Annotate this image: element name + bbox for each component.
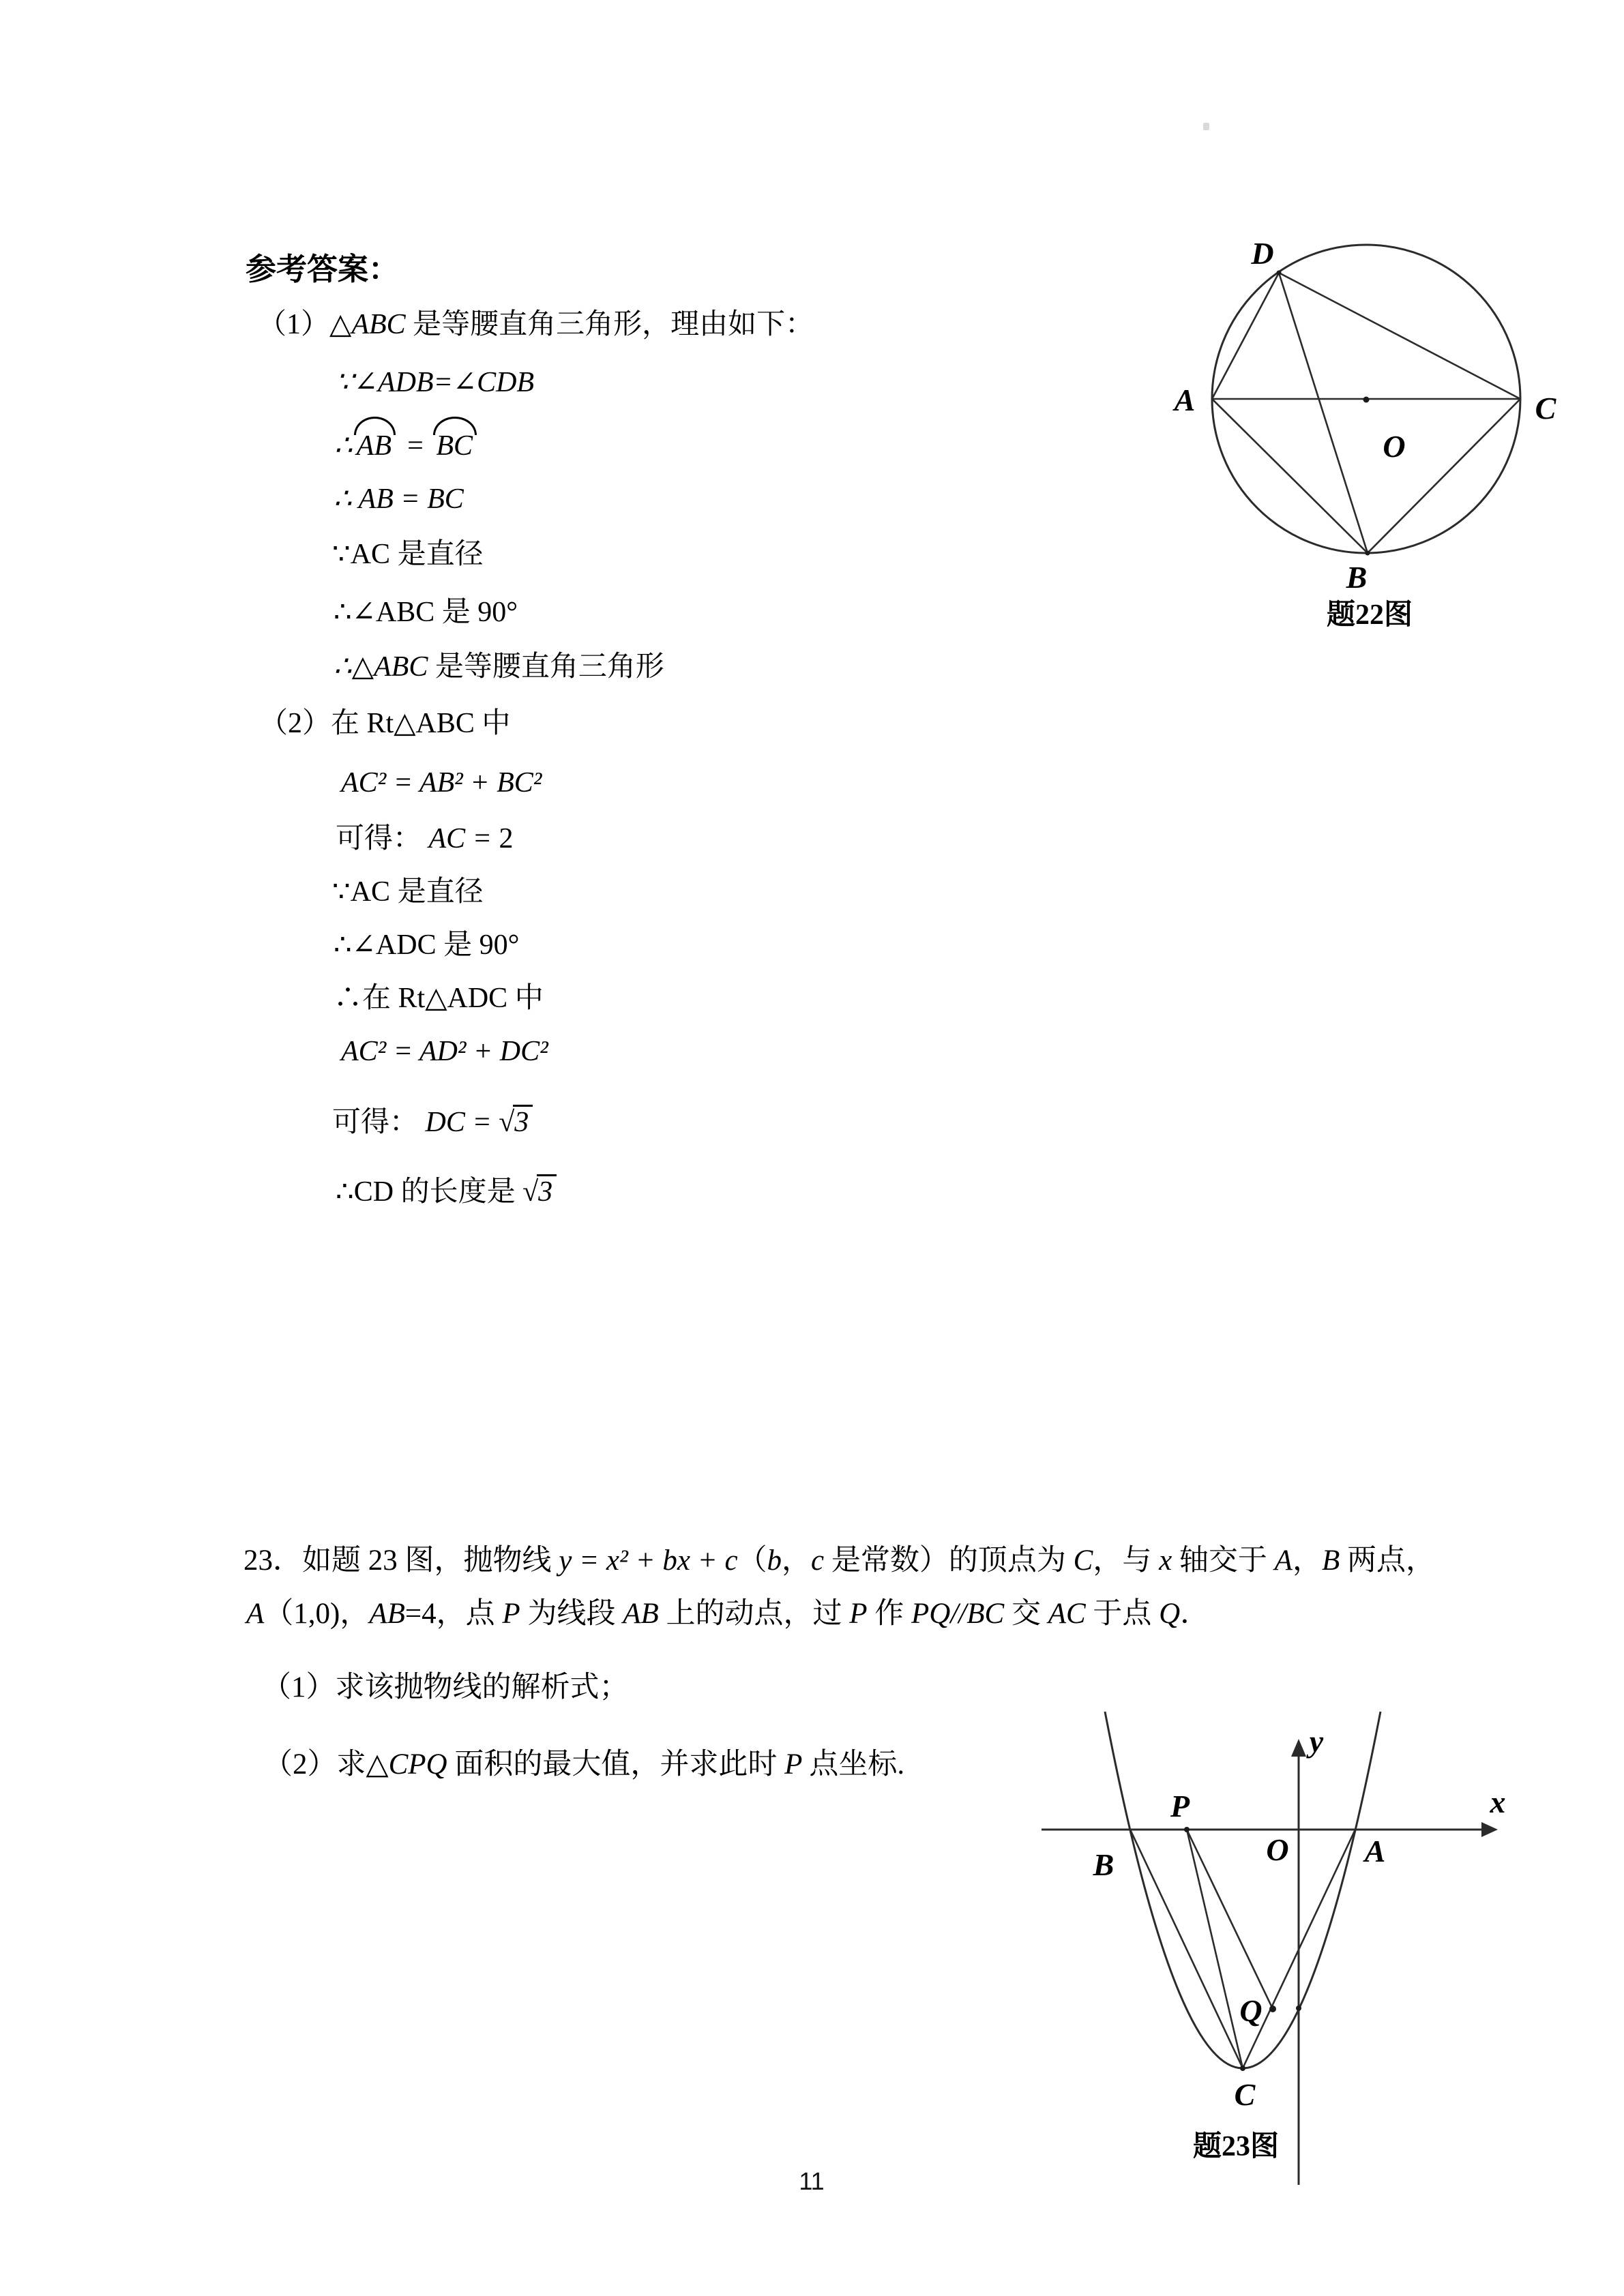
point-D-dot xyxy=(1277,271,1282,275)
text-segment: ∴ AB = BC xyxy=(334,483,464,515)
text-segment: 点坐标. xyxy=(809,1748,905,1780)
text-segment: ∴△ABC xyxy=(334,651,435,683)
point-P-dot xyxy=(1184,1827,1190,1832)
page-number: 11 xyxy=(799,2167,825,2195)
text-segment: 于点 xyxy=(1085,1598,1160,1630)
text-segment: 是直径 xyxy=(397,876,484,908)
proof-line xyxy=(334,428,479,464)
center-point-dot xyxy=(1363,397,1370,403)
text-segment: A xyxy=(1274,1545,1293,1577)
text-segment: =4 xyxy=(404,1598,437,1630)
label-A: A xyxy=(1364,1834,1386,1868)
proof-line xyxy=(259,706,510,742)
answer-header: 参考答案： xyxy=(246,252,400,286)
segment-PC xyxy=(1187,1830,1243,2068)
text-segment: 可得： xyxy=(336,823,429,854)
text-segment: ∵∠ADB=∠CDB xyxy=(336,367,535,398)
text-segment: c xyxy=(811,1545,825,1577)
text-segment: AB xyxy=(623,1598,659,1630)
segment-BC xyxy=(1130,1830,1243,2068)
label-C: C xyxy=(1234,2077,1256,2112)
text-segment: 是 xyxy=(441,597,478,628)
text-segment: b xyxy=(767,1545,782,1577)
text-segment: 上的动点，过 xyxy=(658,1598,850,1630)
problem-line xyxy=(263,1746,904,1783)
text-segment: ∴ xyxy=(334,430,353,462)
text-segment: △ABC xyxy=(329,309,413,340)
text-segment: ， xyxy=(1292,1545,1322,1577)
text-segment: 在 xyxy=(362,983,398,1014)
text-segment: P xyxy=(849,1598,868,1630)
chord-DB xyxy=(1279,273,1368,553)
text-segment: （ xyxy=(737,1545,767,1577)
text-segment: AB xyxy=(369,1598,405,1630)
proof-line xyxy=(334,649,664,685)
label-P: P xyxy=(1170,1789,1190,1823)
text-segment: ∵AC xyxy=(332,876,398,908)
text-segment: B xyxy=(1321,1545,1340,1577)
text-segment: Rt△ADC xyxy=(398,983,515,1014)
text-segment: AC = xyxy=(428,823,499,854)
proof-line xyxy=(332,537,484,573)
proof-line xyxy=(341,1034,548,1070)
text-segment: ∵AC xyxy=(332,539,398,570)
figure23-caption: 题23图 xyxy=(1192,2131,1280,2162)
point-B-dot xyxy=(1365,551,1370,556)
y-axis-arrow xyxy=(1291,1739,1306,1757)
parabola-y-intercept-dot xyxy=(1296,2006,1301,2011)
label-Q: Q xyxy=(1239,1993,1263,2028)
figure22-caption: 题22图 xyxy=(1326,599,1413,631)
text-segment: 面积的最大值，并求此时 xyxy=(454,1748,785,1780)
figure-circle-q22 xyxy=(1160,205,1603,648)
text-segment: ， xyxy=(782,1545,812,1577)
text-segment: （1,0)， xyxy=(264,1598,370,1630)
proof-line xyxy=(341,765,542,801)
text-segment: 为线段 xyxy=(520,1598,623,1630)
label-A: A xyxy=(1174,383,1196,417)
text-segment: ∴ xyxy=(334,983,363,1014)
x-axis-arrow xyxy=(1481,1822,1498,1837)
text-segment: 23．如题 23 图，抛物线 xyxy=(243,1545,559,1577)
text-segment: y = x² + bx + c xyxy=(559,1545,738,1577)
text-segment: 可得： xyxy=(332,1107,426,1138)
text-segment: = xyxy=(398,430,432,462)
label-origin: O xyxy=(1266,1832,1289,1867)
text-segment: AC xyxy=(1048,1598,1086,1630)
text-segment: （1）求该抛物线的解析式； xyxy=(262,1671,629,1703)
segment-PQ xyxy=(1187,1830,1273,2009)
proof-line xyxy=(336,365,534,401)
label-D: D xyxy=(1251,236,1274,271)
text-segment: 90° xyxy=(479,929,520,961)
text-segment: 中 xyxy=(514,983,544,1014)
text-segment: ，点 xyxy=(436,1598,503,1630)
text-segment: 是等腰直角三角形 xyxy=(434,651,664,683)
proof-line xyxy=(258,307,814,343)
proof-line xyxy=(334,481,464,518)
arc-notation: BC xyxy=(436,428,473,464)
point-Q-dot xyxy=(1269,2006,1276,2012)
label-B: B xyxy=(1093,1847,1114,1882)
sqrt-expression: √3 xyxy=(499,1107,533,1138)
label-x-axis: x xyxy=(1490,1785,1506,1819)
text-segment: （2）在 xyxy=(259,708,367,739)
text-segment: 是 xyxy=(443,929,479,961)
text-segment: Rt△ABC xyxy=(366,708,482,739)
text-segment: 交 xyxy=(1004,1598,1048,1630)
proof-line xyxy=(334,981,544,1017)
problem-line xyxy=(262,1669,629,1706)
label-y-axis: y xyxy=(1309,1724,1324,1759)
text-segment: 2 xyxy=(499,823,514,854)
chord-AB xyxy=(1212,399,1368,553)
text-segment: △CPQ xyxy=(366,1748,455,1780)
sqrt-expression: √3 xyxy=(522,1176,557,1208)
text-segment: x xyxy=(1159,1545,1172,1577)
text-segment: A xyxy=(246,1598,265,1630)
text-segment: Q xyxy=(1159,1598,1181,1630)
text-segment: ∴CD xyxy=(336,1176,401,1208)
text-segment: （2）求 xyxy=(263,1748,366,1780)
problem-line xyxy=(246,1596,1209,1632)
text-segment: 90° xyxy=(477,597,518,628)
text-segment: DC = xyxy=(425,1107,499,1138)
proof-line xyxy=(334,595,518,631)
proof-line xyxy=(332,1105,533,1141)
text-segment: 的长度是 xyxy=(400,1176,523,1208)
text-segment: 中 xyxy=(482,708,511,739)
chord-AD xyxy=(1212,273,1279,399)
label-B: B xyxy=(1346,560,1368,595)
figure-parabola-q23 xyxy=(1023,1712,1541,2203)
problem-line xyxy=(243,1542,1435,1579)
text-segment: ，与 xyxy=(1093,1545,1160,1577)
label-O: O xyxy=(1383,429,1406,464)
text-segment: 作 xyxy=(867,1598,912,1630)
proof-line xyxy=(336,1174,557,1210)
text-segment: 两点， xyxy=(1340,1545,1435,1577)
text-segment: C xyxy=(1073,1545,1093,1577)
proof-line xyxy=(332,874,484,910)
text-segment: 是直径 xyxy=(397,539,484,570)
proof-line xyxy=(334,927,519,964)
text-segment: （1） xyxy=(258,309,330,340)
text-segment: 是常数）的顶点为 xyxy=(824,1545,1074,1577)
arc-notation: AB xyxy=(357,428,392,464)
text-segment: AC² = AB² + BC² xyxy=(341,767,542,799)
text-segment: ∴∠ADC xyxy=(334,929,444,961)
scan-artifact-dot xyxy=(1203,123,1209,130)
text-segment: ∴∠ABC xyxy=(334,597,442,628)
text-segment: AC² = AD² + DC² xyxy=(341,1036,548,1067)
vertex-C-dot xyxy=(1240,2066,1245,2071)
text-segment: ． xyxy=(1180,1598,1210,1630)
text-segment: 轴交于 xyxy=(1172,1545,1275,1577)
text-segment: PQ//BC xyxy=(911,1598,1005,1630)
chord-BC xyxy=(1368,399,1520,553)
proof-line xyxy=(336,821,514,857)
text-segment: P xyxy=(784,1748,810,1780)
text-segment: 是等腰直角三角形，理由如下： xyxy=(413,309,814,340)
chord-DC xyxy=(1279,273,1520,399)
label-C: C xyxy=(1535,391,1556,426)
text-segment: P xyxy=(502,1598,520,1630)
